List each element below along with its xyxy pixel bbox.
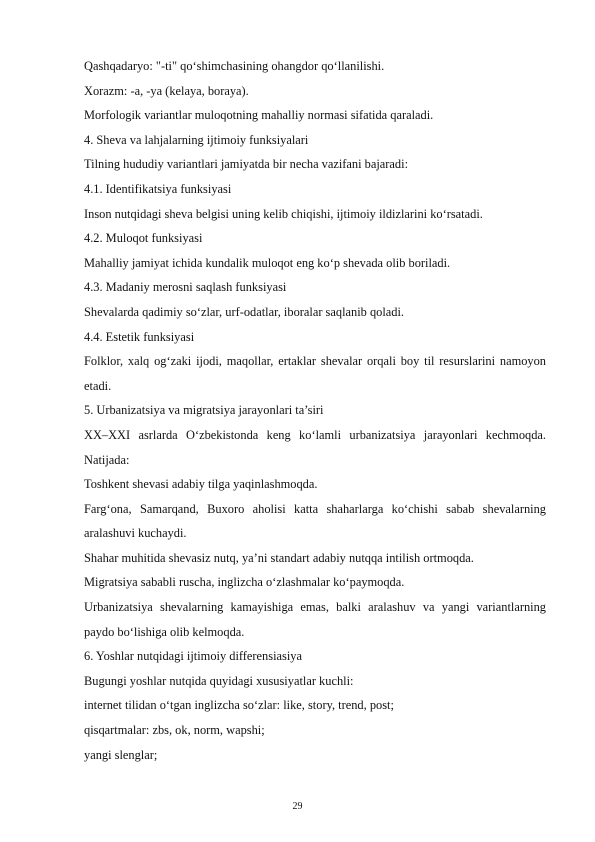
- paragraph: XX–XXI asrlarda O‘zbekistonda keng ko‘lamli urbanizatsiya jarayonlari kechmoqda. Natijada:: [84, 427, 546, 467]
- paragraph: Farg‘ona, Samarqand, Buxoro aholisi katta shaharlarga ko‘chishi sabab shevalarning aralashuvi kuchaydi.: [84, 501, 546, 541]
- text-line: Inson nutqidagi sheva belgisi uning kelib chiqishi, ijtimoiy ildizlarini ko‘rsatadi.: [84, 206, 483, 221]
- section-heading: 6. Yoshlar nutqidagi ijtimoiy differensiasiya: [84, 649, 302, 664]
- text-line: Qashqadaryo: "-ti" qo‘shimchasining ohangdor qo‘llanilishi.: [84, 59, 385, 73]
- section-heading: 5. Urbanizatsiya va migratsiya jarayonlari ta’siri: [84, 403, 324, 418]
- list-item: yangi slenglar;: [84, 747, 158, 762]
- text-line: Migratsiya sababli ruscha, inglizcha o‘zlashmalar ko‘paymoqda.: [84, 575, 405, 590]
- list-item: qisqartmalar: zbs, ok, norm, wapshi;: [84, 723, 265, 738]
- subsection-heading: 4.4. Estetik funksiyasi: [84, 329, 195, 344]
- text-line: Shevalarda qadimiy so‘zlar, urf-odatlar, iboralar saqlanib qoladi.: [84, 304, 405, 319]
- text-line: Xorazm: -a, -ya (kelaya, boraya).: [84, 83, 249, 98]
- paragraph: Urbanizatsiya shevalarning kamayishiga emas, balki aralashuv va yangi variantlarning paydo bo‘lishiga olib kelmoqda.: [84, 600, 546, 639]
- text-line: Morfologik variantlar muloqotning mahalliy normasi sifatida qaraladi.: [84, 108, 434, 123]
- text-line: Tilning hududiy variantlari jamiyatda bir necha vazifani bajaradi:: [84, 157, 409, 172]
- text-line: Bugungi yoshlar nutqida quyidagi xususiyatlar kuchli:: [84, 673, 354, 688]
- text-line: Shahar muhitida shevasiz nutq, ya’ni standart adabiy nutqqa intilish ortmoqda.: [84, 550, 474, 565]
- text-line: Toshkent shevasi adabiy tilga yaqinlashmoqda.: [84, 477, 318, 492]
- subsection-heading: 4.2. Muloqot funksiyasi: [84, 231, 203, 246]
- subsection-heading: 4.1. Identifikatsiya funksiyasi: [84, 181, 232, 196]
- page-body: [84, 54, 546, 767]
- page-number: 29: [292, 801, 303, 812]
- list-item: internet tilidan o‘tgan inglizcha so‘zlar: like, story, trend, post;: [84, 698, 394, 713]
- subsection-heading: 4.3. Madaniy merosni saqlash funksiyasi: [84, 280, 287, 295]
- section-heading: 4. Sheva va lahjalarning ijtimoiy funksiyalari: [84, 132, 309, 147]
- paragraph: Folklor, xalq og‘zaki ijodi, maqollar, ertaklar shevalar orqali boy til resurslarini namoyon etadi.: [84, 354, 546, 393]
- text-line: Mahalliy jamiyat ichida kundalik muloqot eng ko‘p shevada olib boriladi.: [84, 255, 451, 270]
